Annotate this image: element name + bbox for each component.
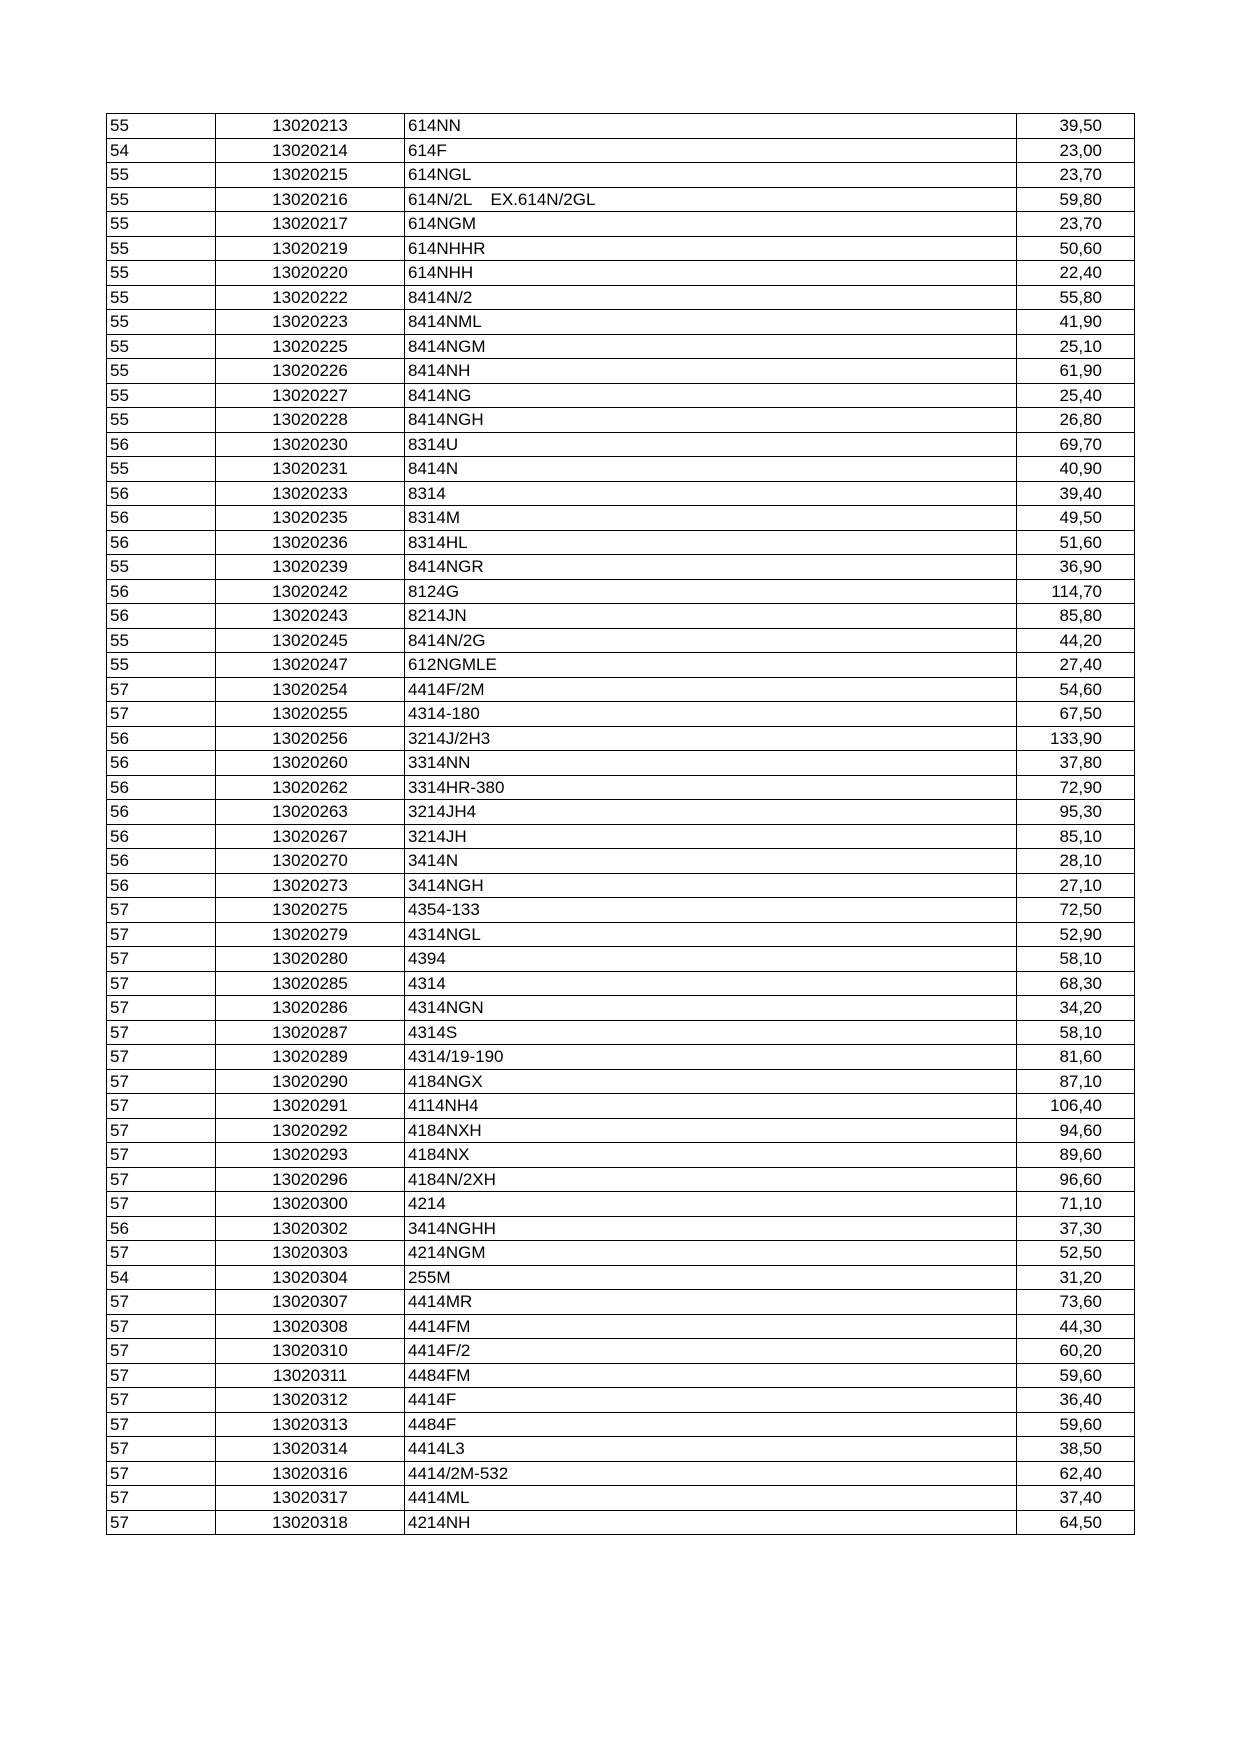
model-cell: 4314NGN <box>405 996 1017 1021</box>
code-cell: 13020215 <box>216 163 405 188</box>
group-cell: 56 <box>107 579 216 604</box>
model-cell: 614NGL <box>405 163 1017 188</box>
group-cell: 55 <box>107 310 216 335</box>
group-cell: 55 <box>107 212 216 237</box>
model-cell: 3414N <box>405 849 1017 874</box>
table-row <box>107 457 1135 482</box>
price-cell: 94,60 <box>1017 1118 1135 1143</box>
model-cell: 255M <box>405 1265 1017 1290</box>
code-cell: 13020285 <box>216 971 405 996</box>
model-cell: 3214J/2H3 <box>405 726 1017 751</box>
price-cell: 58,10 <box>1017 947 1135 972</box>
table-row <box>107 1167 1135 1192</box>
model-cell: 8414NG <box>405 383 1017 408</box>
group-cell: 55 <box>107 555 216 580</box>
code-cell: 13020267 <box>216 824 405 849</box>
price-cell: 67,50 <box>1017 702 1135 727</box>
price-cell: 72,50 <box>1017 898 1135 923</box>
group-cell: 55 <box>107 359 216 384</box>
model-cell: 4214NGM <box>405 1241 1017 1266</box>
model-cell: 614NHHR <box>405 236 1017 261</box>
model-cell: 4414L3 <box>405 1437 1017 1462</box>
model-cell: 4414F/2M <box>405 677 1017 702</box>
table-row <box>107 481 1135 506</box>
price-cell: 68,30 <box>1017 971 1135 996</box>
code-cell: 13020235 <box>216 506 405 531</box>
group-cell: 56 <box>107 800 216 825</box>
group-cell: 55 <box>107 408 216 433</box>
model-cell: 4114NH4 <box>405 1094 1017 1119</box>
group-cell: 56 <box>107 604 216 629</box>
model-cell: 4414F/2 <box>405 1339 1017 1364</box>
table-row <box>107 996 1135 1021</box>
group-cell: 55 <box>107 628 216 653</box>
price-table-body <box>107 114 1135 1535</box>
table-row <box>107 873 1135 898</box>
price-cell: 31,20 <box>1017 1265 1135 1290</box>
code-cell: 13020316 <box>216 1461 405 1486</box>
price-cell: 71,10 <box>1017 1192 1135 1217</box>
group-cell: 55 <box>107 334 216 359</box>
model-cell: 3214JH4 <box>405 800 1017 825</box>
group-cell: 56 <box>107 849 216 874</box>
price-cell: 37,40 <box>1017 1486 1135 1511</box>
code-cell: 13020222 <box>216 285 405 310</box>
table-row <box>107 506 1135 531</box>
code-cell: 13020308 <box>216 1314 405 1339</box>
model-cell: 4394 <box>405 947 1017 972</box>
code-cell: 13020293 <box>216 1143 405 1168</box>
model-cell: 8314U <box>405 432 1017 457</box>
table-row <box>107 726 1135 751</box>
table-row <box>107 1241 1135 1266</box>
table-row <box>107 1314 1135 1339</box>
group-cell: 57 <box>107 1388 216 1413</box>
model-cell: 4184NXH <box>405 1118 1017 1143</box>
model-cell: 8124G <box>405 579 1017 604</box>
table-row <box>107 751 1135 776</box>
code-cell: 13020302 <box>216 1216 405 1241</box>
code-cell: 13020220 <box>216 261 405 286</box>
code-cell: 13020223 <box>216 310 405 335</box>
price-cell: 23,70 <box>1017 212 1135 237</box>
code-cell: 13020262 <box>216 775 405 800</box>
code-cell: 13020230 <box>216 432 405 457</box>
model-cell: 614N/2L EX.614N/2GL <box>405 187 1017 212</box>
table-row <box>107 187 1135 212</box>
group-cell: 57 <box>107 1339 216 1364</box>
group-cell: 57 <box>107 1045 216 1070</box>
table-row <box>107 1486 1135 1511</box>
table-row <box>107 163 1135 188</box>
group-cell: 57 <box>107 898 216 923</box>
price-cell: 27,40 <box>1017 653 1135 678</box>
table-row <box>107 1388 1135 1413</box>
table-row <box>107 1363 1135 1388</box>
table-row <box>107 677 1135 702</box>
price-table <box>106 113 1135 1535</box>
price-cell: 52,50 <box>1017 1241 1135 1266</box>
table-row <box>107 898 1135 923</box>
code-cell: 13020275 <box>216 898 405 923</box>
code-cell: 13020270 <box>216 849 405 874</box>
code-cell: 13020214 <box>216 138 405 163</box>
table-row <box>107 947 1135 972</box>
table-row <box>107 1045 1135 1070</box>
group-cell: 56 <box>107 1216 216 1241</box>
code-cell: 13020239 <box>216 555 405 580</box>
group-cell: 57 <box>107 1143 216 1168</box>
table-row <box>107 1437 1135 1462</box>
code-cell: 13020219 <box>216 236 405 261</box>
code-cell: 13020287 <box>216 1020 405 1045</box>
code-cell: 13020256 <box>216 726 405 751</box>
price-cell: 59,60 <box>1017 1412 1135 1437</box>
price-cell: 87,10 <box>1017 1069 1135 1094</box>
price-cell: 62,40 <box>1017 1461 1135 1486</box>
table-row <box>107 824 1135 849</box>
price-cell: 96,60 <box>1017 1167 1135 1192</box>
table-row <box>107 383 1135 408</box>
code-cell: 13020216 <box>216 187 405 212</box>
code-cell: 13020318 <box>216 1510 405 1535</box>
table-row <box>107 1118 1135 1143</box>
table-row <box>107 114 1135 139</box>
table-row <box>107 310 1135 335</box>
model-cell: 614NGM <box>405 212 1017 237</box>
code-cell: 13020289 <box>216 1045 405 1070</box>
price-cell: 49,50 <box>1017 506 1135 531</box>
group-cell: 57 <box>107 1069 216 1094</box>
table-row <box>107 922 1135 947</box>
group-cell: 57 <box>107 922 216 947</box>
model-cell: 4314-180 <box>405 702 1017 727</box>
price-cell: 26,80 <box>1017 408 1135 433</box>
model-cell: 612NGMLE <box>405 653 1017 678</box>
price-cell: 58,10 <box>1017 1020 1135 1045</box>
price-cell: 73,60 <box>1017 1290 1135 1315</box>
code-cell: 13020245 <box>216 628 405 653</box>
code-cell: 13020296 <box>216 1167 405 1192</box>
code-cell: 13020228 <box>216 408 405 433</box>
table-row <box>107 1069 1135 1094</box>
group-cell: 57 <box>107 947 216 972</box>
group-cell: 56 <box>107 481 216 506</box>
code-cell: 13020280 <box>216 947 405 972</box>
model-cell: 4314/19-190 <box>405 1045 1017 1070</box>
price-cell: 39,50 <box>1017 114 1135 139</box>
code-cell: 13020279 <box>216 922 405 947</box>
price-cell: 106,40 <box>1017 1094 1135 1119</box>
code-cell: 13020310 <box>216 1339 405 1364</box>
group-cell: 56 <box>107 751 216 776</box>
price-cell: 69,70 <box>1017 432 1135 457</box>
code-cell: 13020225 <box>216 334 405 359</box>
model-cell: 4184N/2XH <box>405 1167 1017 1192</box>
price-cell: 54,60 <box>1017 677 1135 702</box>
group-cell: 57 <box>107 971 216 996</box>
group-cell: 57 <box>107 1290 216 1315</box>
price-cell: 37,30 <box>1017 1216 1135 1241</box>
group-cell: 57 <box>107 1363 216 1388</box>
model-cell: 8414N/2 <box>405 285 1017 310</box>
model-cell: 8414NML <box>405 310 1017 335</box>
model-cell: 3414NGHH <box>405 1216 1017 1241</box>
model-cell: 4484F <box>405 1412 1017 1437</box>
price-cell: 64,50 <box>1017 1510 1135 1535</box>
table-row <box>107 1412 1135 1437</box>
price-cell: 27,10 <box>1017 873 1135 898</box>
table-row <box>107 702 1135 727</box>
model-cell: 8414NGM <box>405 334 1017 359</box>
table-row <box>107 138 1135 163</box>
group-cell: 55 <box>107 261 216 286</box>
table-row <box>107 530 1135 555</box>
table-row <box>107 1192 1135 1217</box>
model-cell: 4184NX <box>405 1143 1017 1168</box>
table-row <box>107 555 1135 580</box>
price-cell: 40,90 <box>1017 457 1135 482</box>
price-cell: 34,20 <box>1017 996 1135 1021</box>
code-cell: 13020233 <box>216 481 405 506</box>
code-cell: 13020213 <box>216 114 405 139</box>
code-cell: 13020226 <box>216 359 405 384</box>
code-cell: 13020311 <box>216 1363 405 1388</box>
group-cell: 57 <box>107 1241 216 1266</box>
group-cell: 57 <box>107 1118 216 1143</box>
model-cell: 8414NGR <box>405 555 1017 580</box>
table-row <box>107 849 1135 874</box>
table-row <box>107 1094 1135 1119</box>
model-cell: 3214JH <box>405 824 1017 849</box>
code-cell: 13020227 <box>216 383 405 408</box>
model-cell: 3414NGH <box>405 873 1017 898</box>
group-cell: 54 <box>107 1265 216 1290</box>
code-cell: 13020317 <box>216 1486 405 1511</box>
group-cell: 55 <box>107 653 216 678</box>
price-cell: 95,30 <box>1017 800 1135 825</box>
group-cell: 55 <box>107 383 216 408</box>
table-row <box>107 1265 1135 1290</box>
price-cell: 72,90 <box>1017 775 1135 800</box>
code-cell: 13020247 <box>216 653 405 678</box>
price-cell: 38,50 <box>1017 1437 1135 1462</box>
model-cell: 3314NN <box>405 751 1017 776</box>
code-cell: 13020255 <box>216 702 405 727</box>
table-row <box>107 775 1135 800</box>
model-cell: 8314M <box>405 506 1017 531</box>
price-cell: 36,40 <box>1017 1388 1135 1413</box>
price-cell: 22,40 <box>1017 261 1135 286</box>
table-row <box>107 579 1135 604</box>
code-cell: 13020273 <box>216 873 405 898</box>
model-cell: 4314S <box>405 1020 1017 1045</box>
code-cell: 13020286 <box>216 996 405 1021</box>
group-cell: 55 <box>107 285 216 310</box>
price-cell: 55,80 <box>1017 285 1135 310</box>
model-cell: 4414F <box>405 1388 1017 1413</box>
model-cell: 8314HL <box>405 530 1017 555</box>
group-cell: 56 <box>107 873 216 898</box>
group-cell: 55 <box>107 187 216 212</box>
group-cell: 57 <box>107 996 216 1021</box>
model-cell: 4314 <box>405 971 1017 996</box>
group-cell: 56 <box>107 432 216 457</box>
table-row <box>107 261 1135 286</box>
group-cell: 57 <box>107 1412 216 1437</box>
price-cell: 81,60 <box>1017 1045 1135 1070</box>
model-cell: 4414/2M-532 <box>405 1461 1017 1486</box>
table-row <box>107 359 1135 384</box>
group-cell: 56 <box>107 824 216 849</box>
table-row <box>107 800 1135 825</box>
code-cell: 13020304 <box>216 1265 405 1290</box>
code-cell: 13020313 <box>216 1412 405 1437</box>
price-cell: 44,30 <box>1017 1314 1135 1339</box>
model-cell: 4184NGX <box>405 1069 1017 1094</box>
group-cell: 57 <box>107 1314 216 1339</box>
code-cell: 13020303 <box>216 1241 405 1266</box>
group-cell: 57 <box>107 1167 216 1192</box>
price-cell: 50,60 <box>1017 236 1135 261</box>
group-cell: 55 <box>107 114 216 139</box>
table-row <box>107 628 1135 653</box>
group-cell: 57 <box>107 1510 216 1535</box>
table-row <box>107 1461 1135 1486</box>
group-cell: 56 <box>107 726 216 751</box>
group-cell: 56 <box>107 506 216 531</box>
table-row <box>107 285 1135 310</box>
group-cell: 55 <box>107 163 216 188</box>
code-cell: 13020300 <box>216 1192 405 1217</box>
table-row <box>107 653 1135 678</box>
table-row <box>107 971 1135 996</box>
table-row <box>107 236 1135 261</box>
model-cell: 8214JN <box>405 604 1017 629</box>
group-cell: 54 <box>107 138 216 163</box>
model-cell: 614NN <box>405 114 1017 139</box>
price-cell: 60,20 <box>1017 1339 1135 1364</box>
code-cell: 13020236 <box>216 530 405 555</box>
model-cell: 8414N/2G <box>405 628 1017 653</box>
group-cell: 57 <box>107 1486 216 1511</box>
code-cell: 13020243 <box>216 604 405 629</box>
table-row <box>107 1020 1135 1045</box>
table-row <box>107 212 1135 237</box>
code-cell: 13020217 <box>216 212 405 237</box>
table-row <box>107 1290 1135 1315</box>
price-cell: 37,80 <box>1017 751 1135 776</box>
price-cell: 41,90 <box>1017 310 1135 335</box>
code-cell: 13020290 <box>216 1069 405 1094</box>
group-cell: 57 <box>107 1094 216 1119</box>
price-cell: 23,00 <box>1017 138 1135 163</box>
price-cell: 28,10 <box>1017 849 1135 874</box>
table-row <box>107 604 1135 629</box>
code-cell: 13020231 <box>216 457 405 482</box>
table-row <box>107 1339 1135 1364</box>
group-cell: 56 <box>107 775 216 800</box>
code-cell: 13020260 <box>216 751 405 776</box>
price-cell: 52,90 <box>1017 922 1135 947</box>
group-cell: 57 <box>107 1020 216 1045</box>
price-cell: 39,40 <box>1017 481 1135 506</box>
model-cell: 4484FM <box>405 1363 1017 1388</box>
price-cell: 44,20 <box>1017 628 1135 653</box>
model-cell: 8414NGH <box>405 408 1017 433</box>
code-cell: 13020291 <box>216 1094 405 1119</box>
table-row <box>107 334 1135 359</box>
model-cell: 8414NH <box>405 359 1017 384</box>
price-cell: 25,40 <box>1017 383 1135 408</box>
price-cell: 59,60 <box>1017 1363 1135 1388</box>
model-cell: 8414N <box>405 457 1017 482</box>
code-cell: 13020307 <box>216 1290 405 1315</box>
code-cell: 13020314 <box>216 1437 405 1462</box>
model-cell: 4214NH <box>405 1510 1017 1535</box>
model-cell: 3314HR-380 <box>405 775 1017 800</box>
code-cell: 13020312 <box>216 1388 405 1413</box>
model-cell: 4314NGL <box>405 922 1017 947</box>
price-cell: 51,60 <box>1017 530 1135 555</box>
model-cell: 4354-133 <box>405 898 1017 923</box>
table-row <box>107 1216 1135 1241</box>
model-cell: 614F <box>405 138 1017 163</box>
group-cell: 57 <box>107 1192 216 1217</box>
group-cell: 57 <box>107 702 216 727</box>
code-cell: 13020263 <box>216 800 405 825</box>
model-cell: 4414FM <box>405 1314 1017 1339</box>
code-cell: 13020242 <box>216 579 405 604</box>
price-cell: 85,80 <box>1017 604 1135 629</box>
table-row <box>107 408 1135 433</box>
group-cell: 55 <box>107 236 216 261</box>
price-cell: 85,10 <box>1017 824 1135 849</box>
group-cell: 57 <box>107 677 216 702</box>
group-cell: 56 <box>107 530 216 555</box>
model-cell: 614NHH <box>405 261 1017 286</box>
price-cell: 89,60 <box>1017 1143 1135 1168</box>
price-cell: 133,90 <box>1017 726 1135 751</box>
table-row <box>107 1510 1135 1535</box>
group-cell: 57 <box>107 1461 216 1486</box>
model-cell: 4414MR <box>405 1290 1017 1315</box>
table-row <box>107 432 1135 457</box>
price-cell: 114,70 <box>1017 579 1135 604</box>
price-cell: 59,80 <box>1017 187 1135 212</box>
code-cell: 13020292 <box>216 1118 405 1143</box>
price-cell: 23,70 <box>1017 163 1135 188</box>
group-cell: 55 <box>107 457 216 482</box>
model-cell: 4414ML <box>405 1486 1017 1511</box>
table-row <box>107 1143 1135 1168</box>
price-cell: 25,10 <box>1017 334 1135 359</box>
model-cell: 4214 <box>405 1192 1017 1217</box>
code-cell: 13020254 <box>216 677 405 702</box>
price-cell: 61,90 <box>1017 359 1135 384</box>
group-cell: 57 <box>107 1437 216 1462</box>
price-cell: 36,90 <box>1017 555 1135 580</box>
model-cell: 8314 <box>405 481 1017 506</box>
